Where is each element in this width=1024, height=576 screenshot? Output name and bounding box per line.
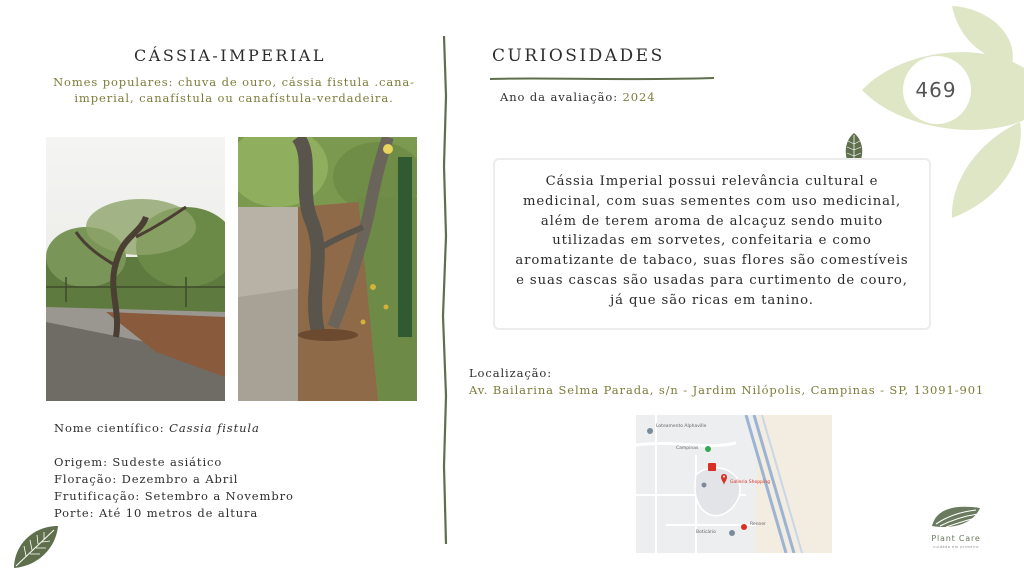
leaves-decoration xyxy=(860,0,1024,224)
curiosity-text: Cássia Imperial possui relevância cultural e medicinal, com suas sementes com uso medicinal, além de terem aroma de alcaçuz sendo muito utilizadas em sorvetes, confeitaria e como aromatizante de tabaco, suas flores são comestíveis e suas cascas são usadas para curtimento de couro, já que são ricas em tanino. xyxy=(515,174,909,308)
scientific-name-line xyxy=(54,420,294,437)
tree-photo-1 xyxy=(46,137,225,401)
size: Porte: Até 10 metros de altura xyxy=(54,506,259,520)
title-underline xyxy=(490,68,714,76)
map-label-3: Renner xyxy=(750,522,767,527)
map-label-1: Campinas xyxy=(676,446,699,451)
scientific-name: Cassia fistula xyxy=(169,421,260,435)
scientific-label: Nome científico: xyxy=(54,421,170,435)
location-label: Localização: xyxy=(469,366,553,380)
plant-info xyxy=(54,420,294,522)
brand-tagline: cuidado em primeiro xyxy=(933,545,979,549)
tree-photo-2 xyxy=(238,137,417,401)
record-number: 469 xyxy=(915,78,957,102)
map-label-0: Loteamento Alphaville xyxy=(656,424,707,429)
map-label-4: Boticário xyxy=(696,530,716,535)
origin: Origem: Sudeste asiático xyxy=(54,455,223,469)
evaluation-year xyxy=(500,90,655,104)
fruiting: Frutificação: Setembro a Novembro xyxy=(54,489,294,503)
brand-name: Plant Care xyxy=(931,534,981,543)
divider xyxy=(440,36,450,544)
year-value: 2024 xyxy=(622,90,656,104)
location-map[interactable] xyxy=(636,415,832,553)
year-label: Ano da avaliação: xyxy=(500,90,623,104)
location-address: Av. Bailarina Selma Parada, s/n - Jardim Nilópolis, Campinas - SP, 13091-901 xyxy=(469,383,985,397)
plant-care-logo xyxy=(930,502,982,532)
popular-names: Nomes populares: chuva de ouro, cássia fistula .cana-imperial, canafístula ou canafístula-verdadeira. xyxy=(53,75,415,105)
map-label-2: Galleria Shopping xyxy=(730,480,770,485)
leaf-icon xyxy=(10,522,62,570)
plant-title: CÁSSIA-IMPERIAL xyxy=(134,46,326,65)
curiosities-title: CURIOSIDADES xyxy=(492,46,665,66)
flowering: Floração: Dezembro a Abril xyxy=(54,472,239,486)
